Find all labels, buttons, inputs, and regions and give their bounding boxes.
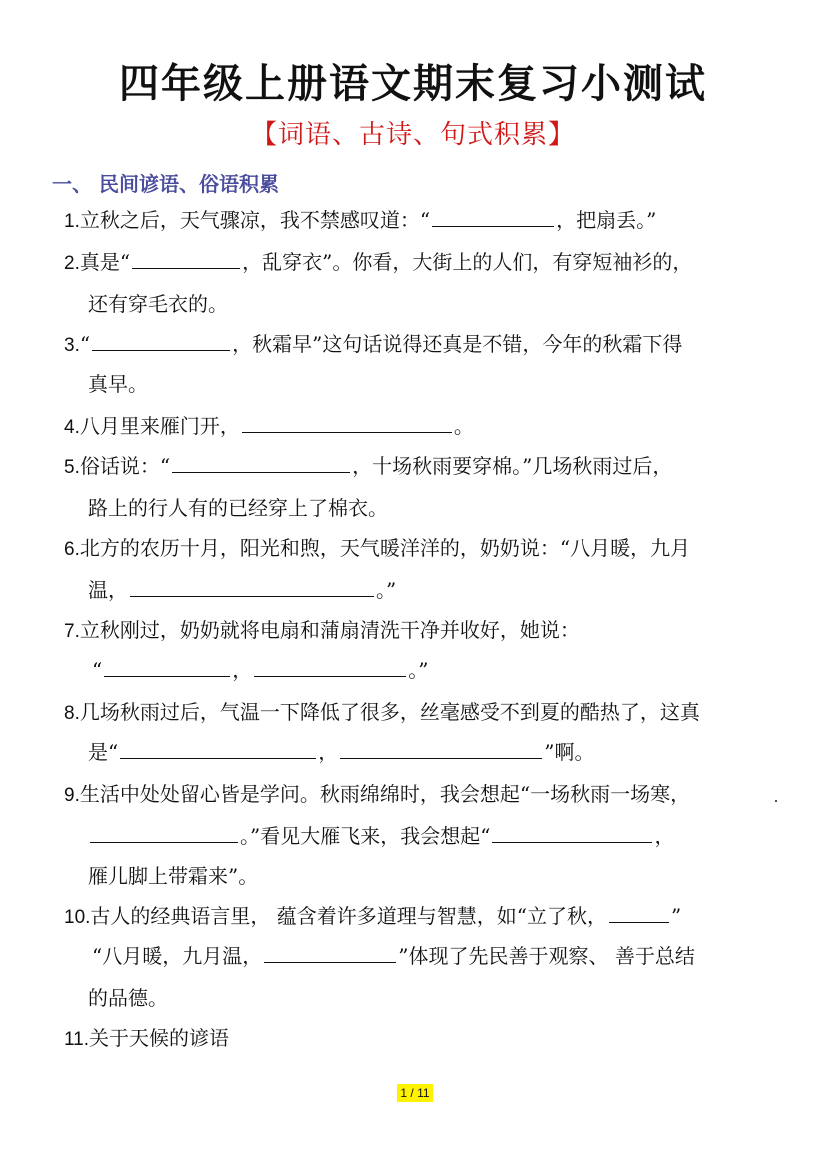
answer-blank[interactable] [120, 738, 316, 759]
answer-blank[interactable] [432, 206, 554, 227]
page-subtitle: 【词语、古诗、句式积累】 [250, 120, 575, 150]
question-8-cont: 是“ ， ”啊。 [88, 740, 595, 764]
answer-blank[interactable] [254, 656, 406, 677]
answer-blank[interactable] [172, 452, 350, 473]
question-5-cont: 路上的行人有的已经穿上了棉衣。 [88, 496, 388, 520]
question-3: 3.“ ，秋霜早”这句话说得还真是不错，今年的秋霜下得 [64, 332, 683, 356]
question-11: 11.关于天候的谚语 [64, 1026, 230, 1050]
answer-blank[interactable] [132, 248, 240, 269]
question-2-cont: 还有穿毛衣的。 [88, 292, 228, 316]
answer-blank[interactable] [130, 576, 374, 597]
answer-blank[interactable] [609, 902, 669, 923]
answer-blank[interactable] [92, 330, 230, 351]
answer-blank[interactable] [264, 942, 396, 963]
question-2: 2.真是“ ，乱穿衣”。你看，大街上的人们，有穿短袖衫的， [64, 250, 693, 274]
question-4: 4.八月里来雁门开， 。 [64, 414, 474, 438]
question-8: 8.几场秋雨过后，气温一下降低了很多，丝毫感受不到夏的酷热了，这真 [64, 700, 700, 724]
question-7: 7.立秋刚过，奶奶就将电扇和蒲扇清洗干净并收好，她说： [64, 618, 580, 642]
question-9: 9.生活中处处留心皆是学问。秋雨绵绵时，我会想起“一场秋雨一场寒， [64, 782, 691, 806]
question-9-cont2: 雁儿脚上带霜来”。 [88, 864, 259, 888]
answer-blank[interactable] [90, 822, 238, 843]
question-10: 10.古人的经典语言里， 蕴含着许多道理与智慧，如“立了秋， ” [64, 904, 682, 928]
answer-blank[interactable] [492, 822, 652, 843]
question-1: 1.立秋之后，天气骤凉，我不禁感叹道：“ ，把扇丢。” [64, 208, 657, 232]
question-10-cont2: 的品德。 [88, 986, 168, 1010]
page-title: 四年级上册语文期末复习小测试 [119, 61, 707, 107]
answer-blank[interactable] [104, 656, 230, 677]
question-6-cont: 温， 。” [88, 578, 397, 602]
stray-mark [775, 800, 777, 802]
question-9-cont: 。”看见大雁飞来，我会想起“ ， [88, 822, 674, 850]
answer-blank[interactable] [340, 738, 542, 759]
page-indicator: 1 / 11 [397, 1084, 433, 1102]
question-3-cont: 真早。 [88, 372, 148, 396]
question-6: 6.北方的农历十月，阳光和煦，天气暖洋洋的，奶奶说：“八月暖，九月 [64, 536, 691, 560]
question-7-cont: “ ， 。” [92, 658, 429, 682]
question-5: 5.俗话说：“ ，十场秋雨要穿棉。”几场秋雨过后， [64, 454, 673, 478]
section-heading: 一、 民间谚语、俗语积累 [52, 172, 279, 196]
answer-blank[interactable] [242, 412, 452, 433]
question-10-cont: “八月暖，九月温， ”体现了先民善于观察、 善于总结 [92, 944, 695, 968]
